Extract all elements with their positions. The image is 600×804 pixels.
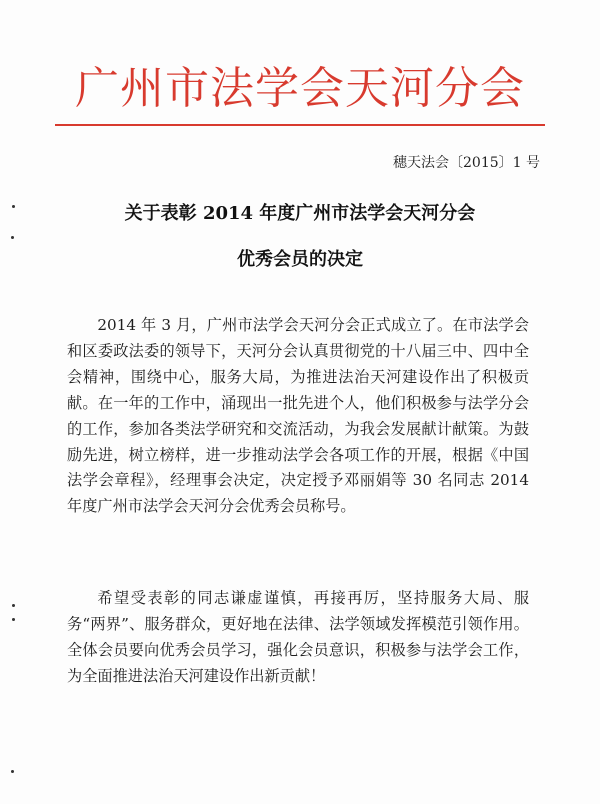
body-paragraph-1: 2014 年 3 月，广州市法学会天河分会正式成立了。在市法学会和区委政法委的领导下，天河分会认真贯彻党的十八届三中、四中全会精神，围绕中心，服务大局，为推进法治天河建设作出了积极贡献。在一年的工作中，涌现出一批先进个人，他们积极参与法学分会的工作，参加各类法学研究和交流活动，为我会发展献计献策。为鼓励先进，树立榜样，进一步推动法学会各项工作的开展，根据《中国法学会章程》，经理事会决定，决定授予邓丽娟等 30 名同志 2014 年度广州市法学会天河分会优秀会员称号。 bbox=[67, 316, 529, 516]
scan-speck bbox=[11, 770, 14, 773]
document-title-line-1: 关于表彰 2014 年度广州市法学会天河分会 bbox=[124, 203, 476, 224]
letterhead-red-rule bbox=[55, 124, 545, 126]
document-number: 穗天法会〔2015〕1 号 bbox=[393, 155, 540, 171]
scan-speck bbox=[12, 618, 15, 621]
scan-speck bbox=[12, 604, 15, 607]
document-title-line-2: 优秀会员的决定 bbox=[237, 249, 363, 270]
body-paragraph-2: 希望受表彰的同志谦虚谨慎，再接再厉，坚持服务大局、服务“两界”、服务群众，更好地在法律、法学领域发挥模范引领作用。全体会员要向优秀会员学习，强化会员意识，积极参与法学会工作，为全面推进法治天河建设作出新贡献！ bbox=[67, 589, 529, 685]
scan-speck bbox=[12, 205, 15, 208]
letterhead-title: 广州市法学会天河分会 bbox=[75, 63, 525, 114]
scan-speck bbox=[11, 236, 14, 239]
